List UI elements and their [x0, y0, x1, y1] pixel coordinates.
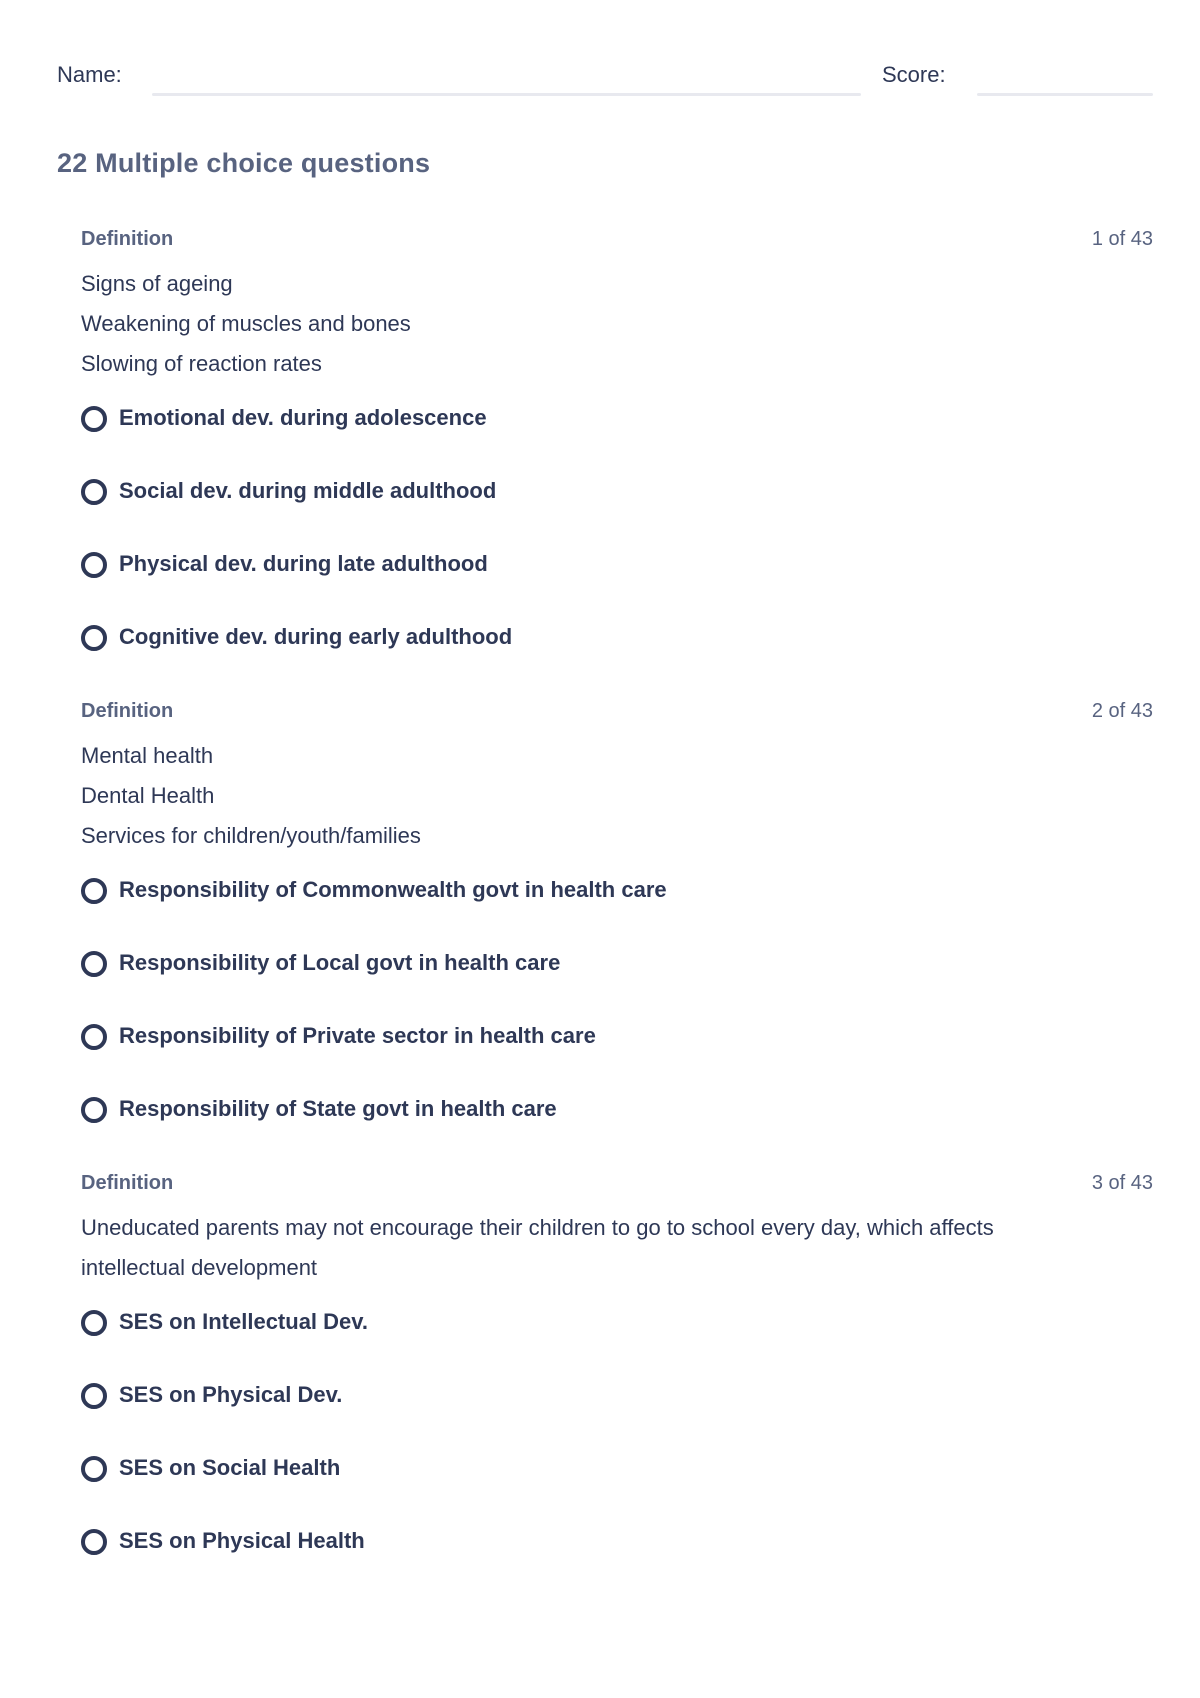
question-count: 3 of 43 — [1091, 1172, 1153, 1194]
options-list — [81, 1308, 1153, 1600]
option-label: Responsibility of Private sector in health care — [119, 1023, 596, 1048]
option[interactable] — [81, 404, 1153, 477]
definition-line: Weakening of muscles and bones — [81, 311, 411, 336]
question-2 — [81, 700, 1153, 1168]
radio-circle-icon[interactable] — [81, 406, 107, 432]
radio-circle-icon[interactable] — [81, 1310, 107, 1336]
score-field-line[interactable] — [977, 93, 1153, 96]
radio-circle-icon[interactable] — [81, 1097, 107, 1123]
radio-circle-icon[interactable] — [81, 552, 107, 578]
option[interactable] — [81, 1381, 1153, 1454]
header-row — [57, 60, 1153, 96]
question-3 — [81, 1172, 1153, 1600]
radio-circle-icon[interactable] — [81, 625, 107, 651]
question-label: Definition — [81, 228, 174, 250]
radio-circle-icon[interactable] — [81, 951, 107, 977]
option-label: SES on Intellectual Dev. — [119, 1309, 368, 1334]
question-label: Definition — [81, 1172, 174, 1194]
option-label: SES on Social Health — [119, 1455, 341, 1480]
question-count: 1 of 43 — [1091, 228, 1153, 250]
section-title: 22 Multiple choice questions — [57, 148, 431, 178]
option[interactable] — [81, 623, 1153, 696]
option-label: Social dev. during middle adulthood — [119, 478, 497, 503]
name-label: Name: — [57, 62, 122, 87]
option[interactable] — [81, 1527, 1153, 1600]
option-label: Responsibility of Local govt in health care — [119, 950, 561, 975]
definition-line: Mental health — [81, 743, 214, 768]
question-1 — [81, 228, 1153, 696]
option[interactable] — [81, 949, 1153, 1022]
option-label: SES on Physical Dev. — [119, 1382, 343, 1407]
question-count: 2 of 43 — [1091, 700, 1153, 722]
definition-line: intellectual development — [81, 1255, 318, 1280]
radio-circle-icon[interactable] — [81, 479, 107, 505]
definition-line: Services for children/youth/families — [81, 823, 421, 848]
option-label: SES on Physical Health — [119, 1528, 365, 1553]
option-label: Cognitive dev. during early adulthood — [119, 624, 513, 649]
question-definition — [81, 264, 1153, 384]
radio-circle-icon[interactable] — [81, 1456, 107, 1482]
definition-line: Slowing of reaction rates — [81, 351, 322, 376]
radio-circle-icon[interactable] — [81, 1383, 107, 1409]
option[interactable] — [81, 477, 1153, 550]
option-label: Responsibility of Commonwealth govt in health care — [119, 877, 667, 902]
question-definition — [81, 1208, 1153, 1288]
option[interactable] — [81, 1095, 1153, 1168]
options-list — [81, 404, 1153, 696]
definition-line: Uneducated parents may not encourage their children to go to school every day, which affects — [81, 1215, 994, 1240]
question-definition — [81, 736, 1153, 856]
definition-line: Dental Health — [81, 783, 215, 808]
option-label: Responsibility of State govt in health care — [119, 1096, 557, 1121]
option[interactable] — [81, 1308, 1153, 1381]
name-field-line[interactable] — [152, 93, 861, 96]
radio-circle-icon[interactable] — [81, 878, 107, 904]
radio-circle-icon[interactable] — [81, 1024, 107, 1050]
definition-line: Signs of ageing — [81, 271, 233, 296]
score-label: Score: — [882, 62, 946, 87]
options-list — [81, 876, 1153, 1168]
option-label: Physical dev. during late adulthood — [119, 551, 488, 576]
radio-circle-icon[interactable] — [81, 1529, 107, 1555]
option[interactable] — [81, 1454, 1153, 1527]
option[interactable] — [81, 1022, 1153, 1095]
option[interactable] — [81, 550, 1153, 623]
option-label: Emotional dev. during adolescence — [119, 405, 487, 430]
question-label: Definition — [81, 700, 174, 722]
option[interactable] — [81, 876, 1153, 949]
